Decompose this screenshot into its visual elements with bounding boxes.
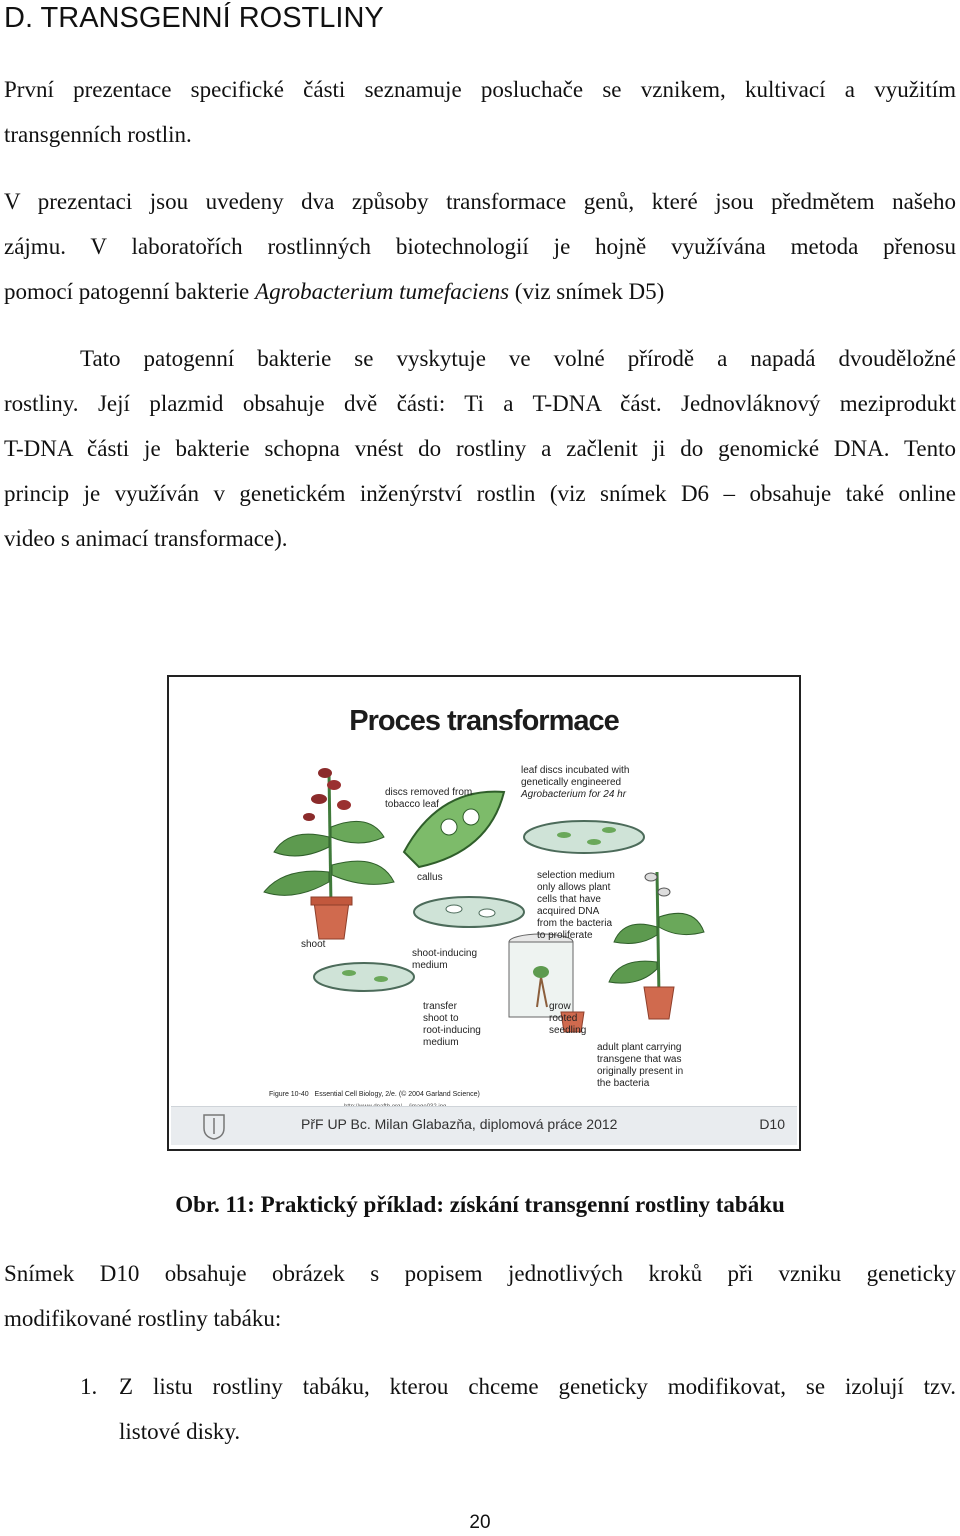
label-agrobacterium: Agrobacterium for 24 hr <box>521 789 627 800</box>
figure-credit: Figure 10-40 Essential Cell Biology, 2/e. (© 2004 Garland Science) <box>269 1091 480 1098</box>
paragraph-intro <box>4 67 956 157</box>
label-adult-plant: adult plant carrying transgene that was originally present in the bacteria <box>597 1042 684 1089</box>
label-discs-removed: discs removed from tobacco leaf <box>385 787 473 810</box>
text-run: (viz snímek D5) <box>509 279 665 304</box>
text-run: pomocí patogenní bakterie <box>4 279 256 304</box>
section-heading: D. TRANSGENNÍ ROSTLINY <box>4 2 384 34</box>
label-leaf-discs: leaf discs incubated with genetically engineered <box>521 765 630 788</box>
university-logo <box>201 1112 227 1140</box>
text-line: V prezentaci jsou uvedeny dva způsoby transformace genů, které jsou předmětem našeho <box>4 189 956 214</box>
text-line: zájmu. V laboratořích rostlinných biotechnologií je hojně využívána metoda přenosu <box>4 234 956 259</box>
label-shoot-inducing: shoot-inducing medium <box>412 948 478 971</box>
figure-caption: Obr. 11: Praktický příklad: získání transgenní rostliny tabáku <box>175 1192 785 1217</box>
list-item <box>119 1364 956 1454</box>
slide-footer <box>171 1106 797 1145</box>
species-name: Agrobacterium tumefaciens <box>255 279 510 304</box>
text-line: listové disky. <box>119 1419 241 1444</box>
text-line: modifikované rostliny tabáku: <box>4 1306 282 1331</box>
label-transfer: transfer shoot to root-inducing medium <box>423 1001 481 1048</box>
text-line: transgenních rostlin. <box>4 122 192 147</box>
slide-footer-text: PřF UP Bc. Milan Glabazňa, diplomová práce 2012 <box>301 1116 618 1132</box>
text-line: Snímek D10 obsahuje obrázek s popisem jednotlivých kroků při vzniku geneticky <box>4 1261 956 1286</box>
petri-dish <box>414 897 524 927</box>
text-line <box>4 269 956 314</box>
slide-code: D10 <box>759 1116 785 1132</box>
page-number: 20 <box>469 1512 491 1533</box>
label-grow: grow rooted seedling <box>549 1001 587 1036</box>
list-number: 1. <box>80 1374 98 1399</box>
transformation-diagram <box>169 677 799 1107</box>
adult-plant-illustration <box>609 872 704 1019</box>
petri-dish <box>314 963 414 991</box>
text-line: video s animací transformace). <box>4 526 288 551</box>
label-callus: callus <box>417 872 443 883</box>
tobacco-plant-illustration <box>264 768 394 939</box>
text-line: princip je využíván v genetickém inženýrství rostlin (viz snímek D6 – obsahuje také online <box>4 481 956 506</box>
paragraph-methods <box>4 179 956 314</box>
text-line: První prezentace specifické části seznamuje posluchače se vznikem, kultivací a využitím <box>4 77 956 102</box>
slide-figure <box>167 675 801 1151</box>
text-line: Tato patogenní bakterie se vyskytuje ve volné přírodě a napadá dvouděložné <box>80 346 956 371</box>
label-selection-medium: selection medium only allows plant cells that have acquired DNA from the bacteria to proliferate <box>537 870 615 941</box>
paragraph-slide-description <box>4 1251 956 1341</box>
text-line: Z listu rostliny tabáku, kterou chceme geneticky modifikovat, se izolují tzv. <box>119 1374 956 1399</box>
petri-dish <box>524 821 644 853</box>
paragraph-bacteria <box>4 336 956 561</box>
text-line: T-DNA části je bakterie schopna vnést do rostliny a začlenit ji do genomické DNA. Tento <box>4 436 956 461</box>
label-shoot: shoot <box>301 939 326 950</box>
slide-title: Proces transformace <box>349 705 619 737</box>
text-line: rostliny. Její plazmid obsahuje dvě části: Ti a T-DNA část. Jednovláknový meziprodukt <box>4 391 956 416</box>
